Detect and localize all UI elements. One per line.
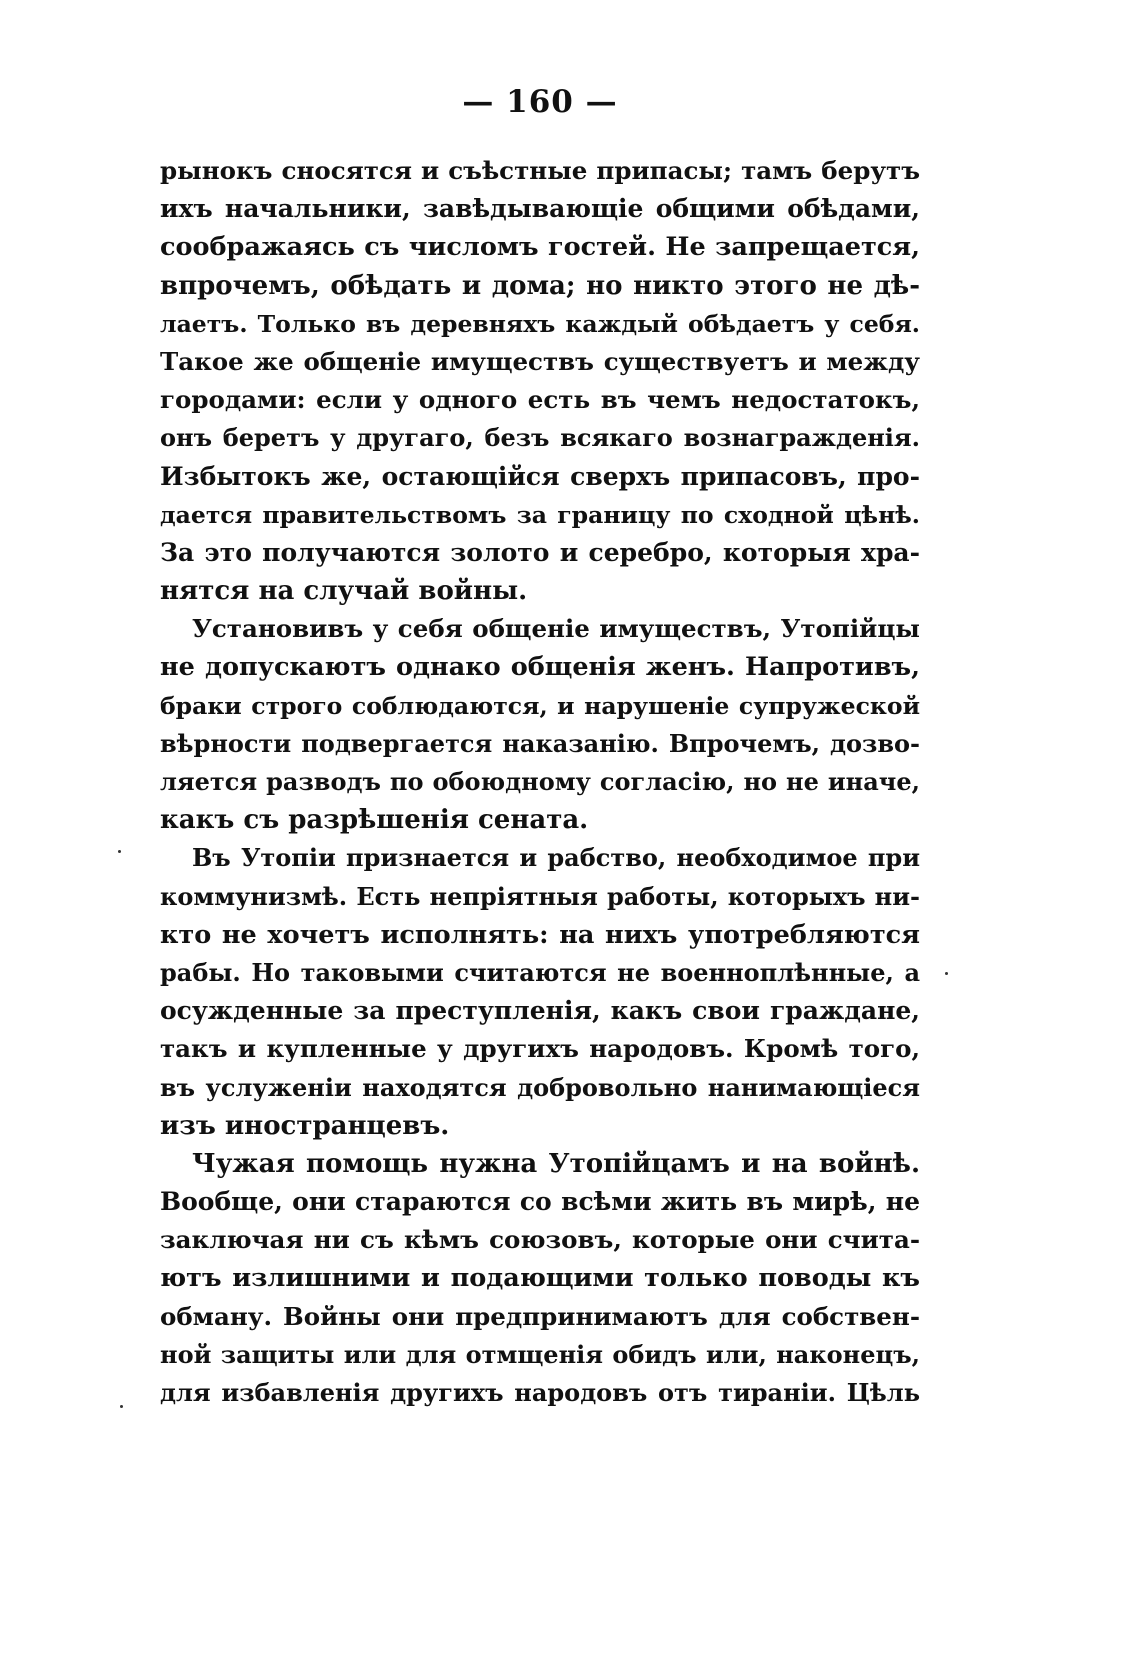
text-line: ляется разводъ по обоюдному согласію, но не иначе,: [160, 767, 920, 796]
text-line: такъ и купленные у другихъ народовъ. Кромѣ того,: [160, 1034, 920, 1064]
text-line: нятся на случай войны.: [160, 576, 528, 607]
scan-speck: [945, 972, 948, 975]
text-line: для избавленія другихъ народовъ отъ тираніи. Цѣль: [160, 1378, 920, 1407]
text-line: ихъ начальники, завѣдывающіе общими обѣдами,: [160, 194, 920, 224]
text-line: въ услуженіи находятся добровольно нанимающіеся: [160, 1072, 920, 1102]
text-line: рынокъ сносятся и съѣстные припасы; тамъ берутъ: [160, 156, 920, 185]
text-line: Вообще, они стараются со всѣми жить въ мирѣ, не: [160, 1187, 920, 1217]
text-line: браки строго соблюдаются, и нарушеніе супружеской: [160, 691, 920, 720]
text-line: Въ Утопіи признается и рабство, необходимое при: [192, 843, 920, 873]
text-line: кто не хочетъ исполнять: на нихъ употребляются: [160, 919, 920, 950]
text-line: Такое же общеніе имуществъ существуетъ и между: [160, 346, 920, 376]
body-text: [160, 152, 920, 1412]
paragraph-4: [160, 1145, 920, 1412]
text-line: заключая ни съ кѣмъ союзовъ, которые они счита-: [160, 1225, 920, 1255]
text-line: вѣрности подвергается наказанію. Впрочемъ, дозво-: [160, 728, 920, 758]
text-line: впрочемъ, обѣдать и дома; но никто этого не дѣ-: [160, 270, 920, 301]
page-number: — 160 —: [462, 84, 618, 120]
text-line: рабы. Но таковыми считаются не военноплѣнные, а: [160, 957, 920, 987]
text-line: не допускаютъ однако общенія женъ. Напротивъ,: [160, 652, 920, 683]
paragraph-2: [160, 610, 920, 839]
text-line: ютъ излишними и подающими только поводы къ: [160, 1263, 920, 1294]
text-line: изъ иностранцевъ.: [160, 1110, 450, 1141]
paragraph-1: [160, 152, 920, 610]
text-line: соображаясь съ числомъ гостей. Не запрещается,: [160, 232, 920, 263]
text-line: лаетъ. Только въ деревняхъ каждый обѣдаетъ у себя.: [160, 309, 920, 338]
text-line: какъ съ разрѣшенія сената.: [160, 805, 589, 836]
text-line: дается правительствомъ за границу по сходной цѣнѣ.: [160, 500, 920, 529]
paragraph-3: [160, 839, 920, 1145]
text-line: обману. Войны они предпринимаютъ для собствен-: [160, 1301, 920, 1331]
text-line: За это получаются золото и серебро, которыя хра-: [160, 537, 920, 567]
text-line: Чужая помощь нужна Утопійцамъ и на войнѣ.: [192, 1148, 920, 1179]
text-line: ной защиты или для отмщенія обидъ или, наконецъ,: [160, 1339, 920, 1369]
text-line: городами: если у одного есть въ чемъ недостатокъ,: [160, 385, 920, 415]
text-line: коммунизмѣ. Есть непріятныя работы, которыхъ ни-: [160, 881, 920, 911]
text-line: Установивъ у себя общеніе имуществъ, Утопійцы: [192, 614, 920, 644]
text-line: онъ беретъ у другаго, безъ всякаго вознагражденія.: [160, 423, 920, 453]
scan-speck: [120, 1405, 123, 1408]
scan-speck: [118, 850, 121, 853]
text-line: осужденные за преступленія, какъ свои граждане,: [160, 996, 920, 1026]
text-line: Избытокъ же, остающійся сверхъ припасовъ, про-: [160, 461, 920, 491]
